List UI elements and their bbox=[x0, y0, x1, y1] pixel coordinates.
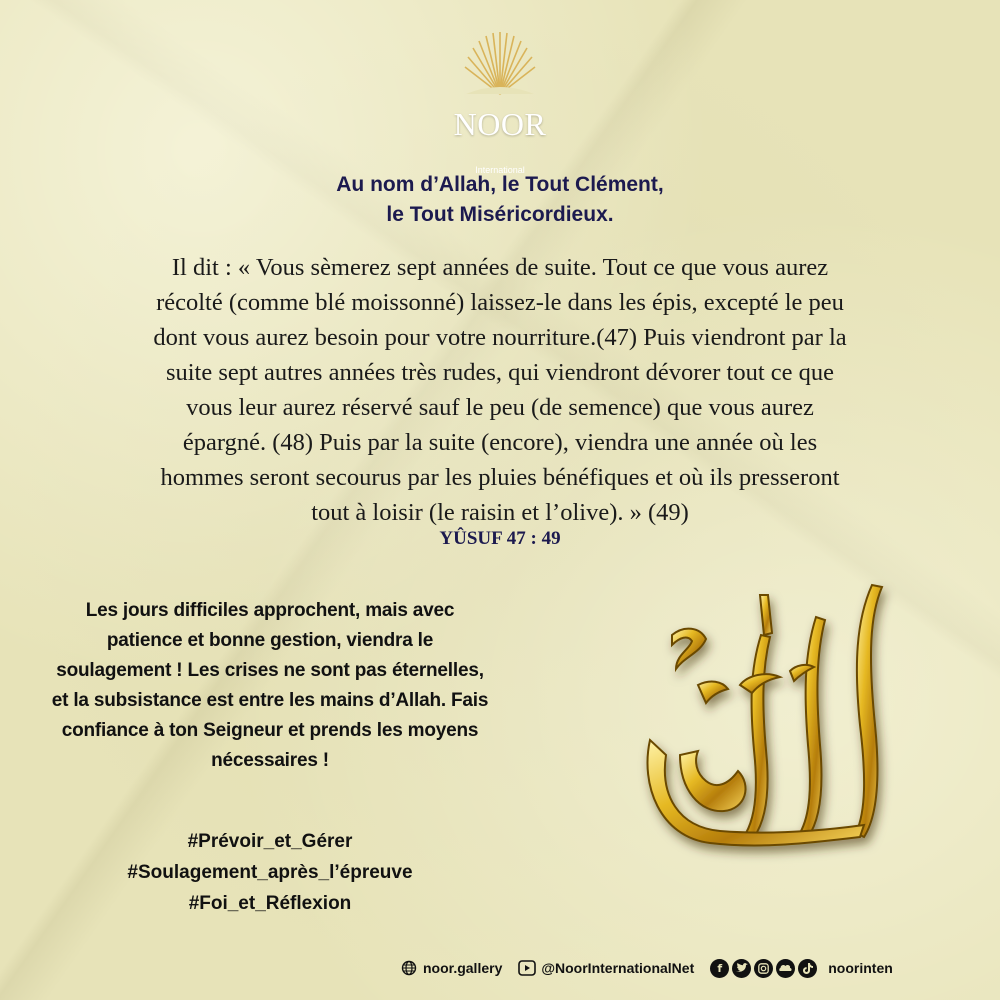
hashtag[interactable]: #Foi_et_Réflexion bbox=[188, 893, 352, 914]
basmala-line: le Tout Miséricordieux. bbox=[386, 203, 614, 226]
soundcloud-icon[interactable] bbox=[776, 959, 795, 978]
allah-calligraphy-icon bbox=[620, 575, 920, 875]
reflection-line: soulagement ! Les crises ne sont pas éternelles, bbox=[56, 660, 484, 681]
youtube-icon bbox=[518, 959, 536, 977]
basmala-line: Au nom d’Allah, le Tout Clément, bbox=[336, 173, 664, 196]
verse-reference: YÛSUF 47 : 49 bbox=[439, 528, 561, 549]
hashtag[interactable]: #Soulagement_après_l’épreuve bbox=[127, 862, 413, 883]
reflection-line: Les jours difficiles approchent, mais avec bbox=[85, 600, 455, 621]
brand-name: NOOR bbox=[453, 106, 547, 142]
website-link[interactable] bbox=[400, 959, 502, 977]
verse-line: vous leur aurez réservé sauf le peu (de semence) que vous aurez bbox=[186, 394, 814, 421]
reflection-line: et la subsistance est entre les mains d’Allah. Fais bbox=[51, 690, 489, 711]
verse-line: dont vous aurez besoin pour votre nourriture.(47) Puis viendront par la bbox=[153, 324, 847, 351]
facebook-icon[interactable]: f bbox=[710, 959, 729, 978]
youtube-label: @NoorInternationalNet bbox=[541, 960, 695, 976]
website-label: noor.gallery bbox=[423, 960, 503, 976]
brand-subtitle: International bbox=[475, 165, 525, 175]
verse-line: hommes seront secourus par les pluies bénéfiques et où ils presseront bbox=[160, 464, 840, 491]
youtube-link[interactable] bbox=[518, 959, 694, 977]
twitter-icon[interactable] bbox=[732, 959, 751, 978]
verse-line: Il dit : « Vous sèmerez sept années de suite. Tout ce que vous aurez bbox=[171, 254, 829, 281]
footer bbox=[400, 953, 893, 983]
reflection-line: patience et bonne gestion, viendra le bbox=[106, 630, 434, 651]
reflection-line: nécessaires ! bbox=[211, 750, 329, 771]
verse-line: récolté (comme blé moissonné) laissez-le dans les épis, excepté le peu bbox=[156, 289, 844, 316]
verse-text bbox=[60, 250, 940, 530]
verse-line: suite sept autres années très rudes, qui viendront dévorer tout ce que bbox=[165, 359, 835, 386]
hashtags bbox=[20, 826, 520, 919]
instagram-icon[interactable] bbox=[754, 959, 773, 978]
verse-line: tout à loisir (le raisin et l’olive). » (49) bbox=[311, 499, 689, 526]
hashtag[interactable]: #Prévoir_et_Gérer bbox=[187, 831, 353, 852]
reflection-text bbox=[20, 596, 520, 776]
globe-icon bbox=[400, 959, 418, 977]
basmala bbox=[150, 170, 850, 230]
social-icons bbox=[710, 959, 820, 978]
noor-logo bbox=[430, 28, 570, 175]
reflection-line: confiance à ton Seigneur et prends les moyens bbox=[61, 720, 479, 741]
tiktok-icon[interactable] bbox=[798, 959, 817, 978]
verse-line: épargné. (48) Puis par la suite (encore), viendra une année où les bbox=[182, 429, 818, 456]
social-handle[interactable]: noorinten bbox=[828, 960, 893, 976]
sunburst-icon bbox=[462, 28, 538, 98]
